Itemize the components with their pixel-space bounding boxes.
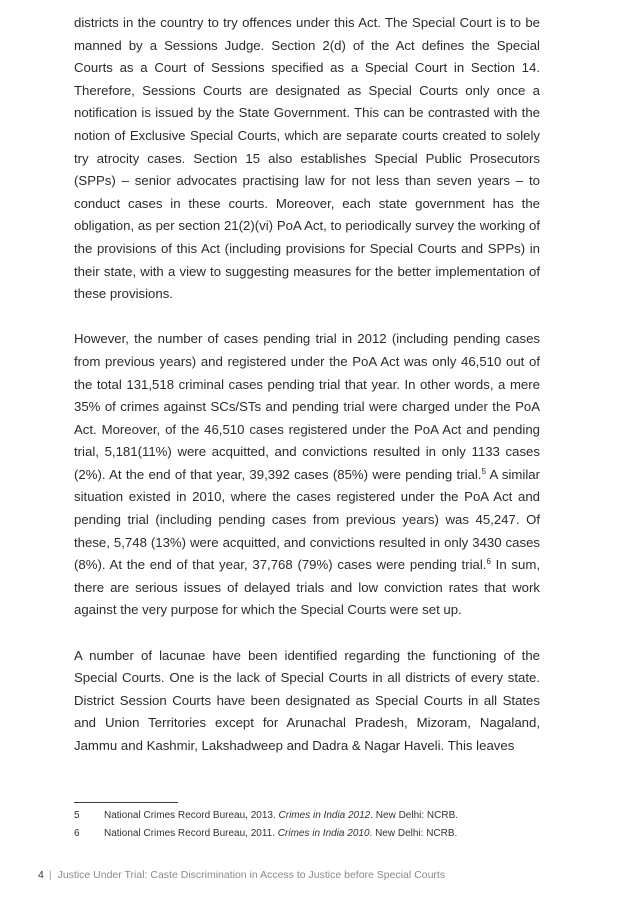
body-text (74, 12, 540, 780)
paragraph-text: districts in the country to try offences under this Act. The Special Court is to be manned by a Sessions Judge. Section 2(d) of the Act defines the Special Courts as a Court of Sessions specified as a Special Court in Section 14. Therefore, Sessions Courts are designated as Special Courts only once a notification is issued by the State Government. This can be contrasted with the notion of Exclusive Special Courts, which are separate courts created to solely try atrocity cases. Section 15 also establishes Special Public Prosecutors (SPPs) – senior advocates practising law for not less than seven years – to conduct cases in these courts. Moreover, each state government has the obligation, as per section 21(2)(vi) PoA Act, to periodically survey the working of the provisions of this Act (including provisions for Special Courts and SPPs) in their state, with a view to suggesting measures for the better implementation of these provisions. (74, 15, 540, 302)
footnote-number: 6 (74, 828, 80, 839)
paragraph-text: A similar situation existed in 2010, where the cases registered under the PoA Act and pending trial (including pending cases from previous years) was 45,247. Of these, 5,748 (13%) were acquitted, and convictions resulted in only 3430 cases (8%). At the end of that year, 37,768 (79%) cases were pending trial. (74, 466, 540, 573)
footnote-source-title: Crimes in India 2010 (277, 828, 370, 839)
paragraph-text: A number of lacunae have been identified regarding the functioning of the Special Courts. One is the lack of Special Courts in all districts of every state. District Session Courts have been designated as Special Courts in all States and Union Territories except for Arunachal Pradesh, Mizoram, Nagaland, Jammu and Kashmir, Lakshadweep and Dadra & Nagar Haveli. This leaves (74, 647, 540, 753)
footnote-ref: 6 (486, 557, 491, 567)
footnote-citation (104, 807, 458, 825)
footnote-text: National Crimes Record Bureau, 2013. (104, 810, 279, 821)
footnotes (74, 807, 554, 843)
footnote-ref: 5 (481, 466, 486, 476)
paragraph (74, 12, 540, 306)
footer-separator: | (48, 869, 52, 881)
footnote-divider (74, 802, 178, 803)
footnote-citation (104, 825, 457, 843)
page-footer (38, 869, 445, 881)
running-title: Justice Under Trial: Caste Discrimination in Access to Justice before Special Courts (57, 869, 446, 881)
page-number: 4 (38, 869, 44, 881)
footnote (74, 807, 554, 825)
footnote-text: . New Delhi: NCRB. (369, 828, 458, 839)
paragraph-text: However, the number of cases pending trial in 2012 (including pending cases from previous years) and registered under the PoA Act was only 46,510 out of the total 131,518 criminal cases pending trial that year. In other words, a mere 35% of crimes against SCs/STs and pending trial were charged under the PoA Act. Moreover, of the 46,510 cases registered under the PoA Act and pending trial, 5,181(11%) were acquitted, and convictions resulted in only 1133 cases (2%). At the end of that year, 39,392 cases (85%) were pending trial. (74, 331, 540, 482)
footnote-number: 5 (74, 810, 80, 821)
footnote-text: National Crimes Record Bureau, 2011. (104, 828, 278, 839)
paragraph (74, 328, 540, 622)
paragraph-text: In sum, there are serious issues of delayed trials and low conviction rates that work against the very purpose for which the Special Courts were set up. (74, 557, 540, 618)
footnote (74, 825, 554, 843)
footnote-text: . New Delhi: NCRB. (370, 810, 459, 821)
footnote-source-title: Crimes in India 2012 (278, 810, 371, 821)
paragraph (74, 645, 540, 758)
